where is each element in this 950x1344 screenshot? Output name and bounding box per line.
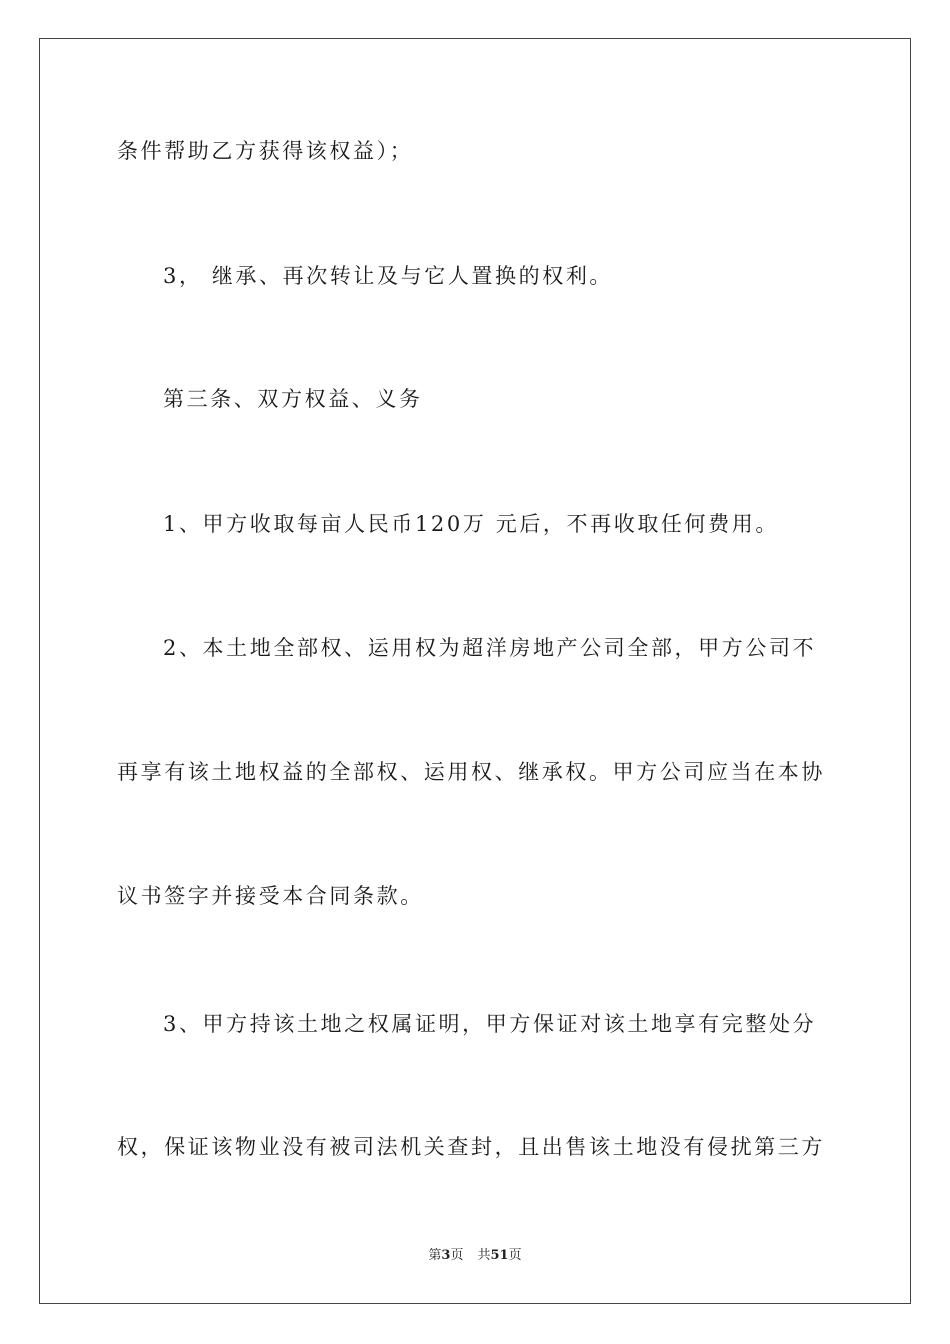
text-line-9: 权，保证该物业没有被司法机关查封，且出售该土地没有侵扰第三方 <box>117 1135 825 1159</box>
text-line-4: 1、甲方收取每亩人民币120万 元后，不再收取任何费用。 <box>163 512 779 536</box>
page-footer <box>0 1247 950 1265</box>
footer-total-prefix: 共 <box>477 1248 491 1263</box>
text-line-8: 3、甲方持该土地之权属证明，甲方保证对该土地享有完整处分 <box>163 1012 817 1036</box>
footer-page-number: 3 <box>441 1248 451 1263</box>
text-line-7: 议书签字并接受本合同条款。 <box>117 884 424 908</box>
footer-page-suffix: 页 <box>450 1248 464 1263</box>
section-heading: 第三条、双方权益、义务 <box>163 387 423 411</box>
footer-page-prefix: 第 <box>428 1248 442 1263</box>
footer-total-pages: 51 <box>490 1248 509 1263</box>
text-line-5: 2、本土地全部权、运用权为超洋房地产公司全部，甲方公司不 <box>163 636 817 660</box>
text-line-6: 再享有该土地权益的全部权、运用权、继承权。甲方公司应当在本协 <box>117 760 825 784</box>
page-border <box>39 38 911 1304</box>
text-line-1: 条件帮助乙方获得该权益）； <box>117 139 414 163</box>
text-line-2: 3， 继承、再次转让及与它人置换的权利。 <box>163 264 614 288</box>
footer-total-suffix: 页 <box>508 1248 522 1263</box>
